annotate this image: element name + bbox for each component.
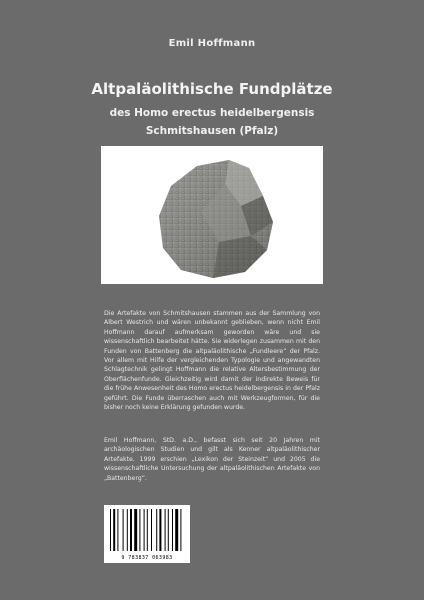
barcode-bar xyxy=(113,509,115,551)
barcode-bar xyxy=(110,509,111,551)
barcode-bar xyxy=(175,509,178,551)
barcode-bar xyxy=(159,509,161,551)
description-paragraph: Die Artefakte von Schmitshausen stammen aus der Sammlung von Albert Westrich und wären unbekannt geblieben, wenn nicht Emil Hoffmann darauf aufmerksam geworden wäre und sie wissenschaftlich bearbeitet hätte. Sie widerlegen zusammen mit den Funden von Battenberg die altpaläolithische „Fundleere“ der Pfalz. Vor allem mit Hilfe der vergleichenden Typologie und angewandten Schlagtechnik gelingt Hoffmann die relative Altersbestimmung der Oberflächenfunde. Gleichzeitig wird damit der indirekte Beweis für die frühe Anwesenheit des Homo erectus heidelbergensis in der Pfalz geführt. Die Funde überraschen auch mit Werkzeugformen, für die bisher noch keine Erklärung gefunden wurde. xyxy=(104,310,320,412)
barcode-bar xyxy=(144,509,145,551)
barcode-bar xyxy=(156,509,157,551)
stone-artifact-photo xyxy=(101,146,323,284)
barcode-bar xyxy=(180,509,181,551)
barcode-bar xyxy=(117,509,118,551)
barcode-bar xyxy=(147,509,148,551)
barcode-bar xyxy=(165,509,166,551)
barcode-bar xyxy=(139,509,140,551)
book-subtitle-line2: Schmitshausen (Pfalz) xyxy=(145,125,279,137)
barcode-bars xyxy=(104,505,190,555)
barcode-bar xyxy=(134,509,137,551)
barcode-bar xyxy=(127,509,128,551)
author-name: Emil Hoffmann xyxy=(168,38,256,49)
book-title: Altpaläolithische Fundplätze xyxy=(91,80,333,98)
barcode-bar xyxy=(168,509,169,551)
book-subtitle-line1: des Homo erectus heidelbergensis xyxy=(109,107,315,119)
barcode-bar xyxy=(130,509,132,551)
barcode-bar xyxy=(123,509,124,551)
barcode-bar xyxy=(151,509,152,551)
isbn-barcode xyxy=(104,505,190,563)
author-bio-paragraph: Emil Hoffmann, StD. a.D., befasst sich seit 20 Jahren mit archäologischen Studien und gilt als Kenner altpaläolithischer Artefakte. 1999 erschien „Lexikon der Steinzeit“ und 2005 die wissenschaftliche Untersuchung der altpaläolithischen Artefakte von „Battenberg“. xyxy=(104,437,320,482)
barcode-bar xyxy=(172,509,173,551)
stone-artifact-image xyxy=(101,146,323,284)
barcode-number: 9 783837 063983 xyxy=(121,555,173,561)
